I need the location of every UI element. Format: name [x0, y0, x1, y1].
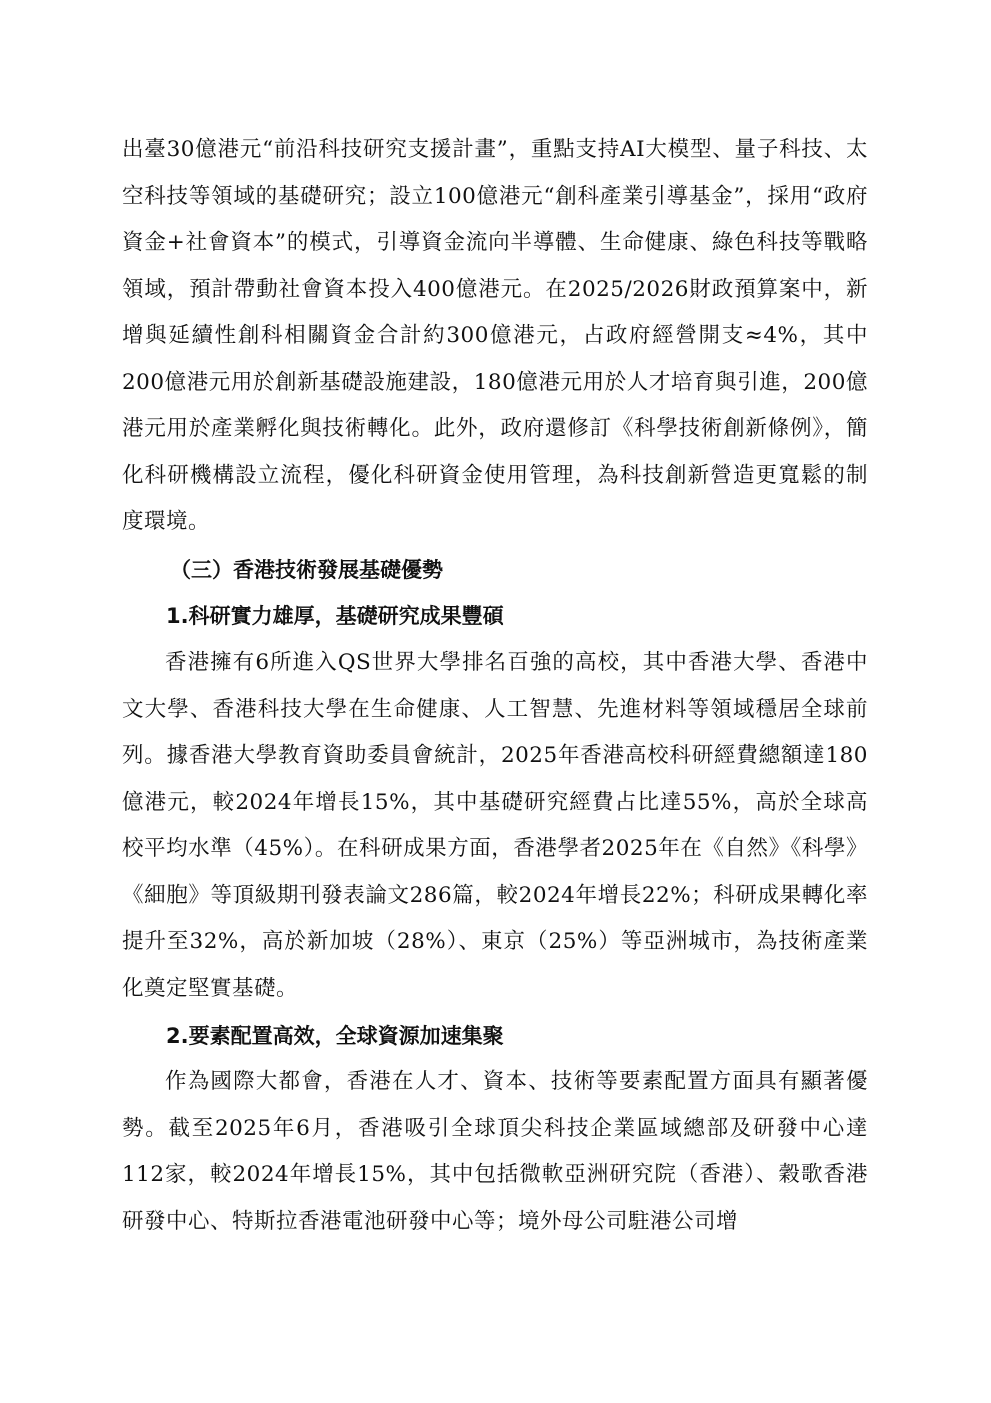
body-paragraph: 香港擁有6所進入QS世界大學排名百強的高校，其中香港大學、香港中文大學、香港科技大學在生命健康、人工智慧、先進材料等領域穩居全球前列。據香港大學教育資助委員會統計，2025年香港高校科研經費總額達180億港元，較2024年增長15%，其中基礎研究經費占比達55%，高於全球高校平均水準（45%）。在科研成果方面，香港學者2025年在《自然》《科學》《細胞》等頂級期刊發表論文286篇，較2024年增長22%；科研成果轉化率提升至32%，高於新加坡（28%）、東京（25%）等亞洲城市，為技術產業化奠定堅實基礎。 — [122, 650, 868, 1001]
body-paragraph: 作為國際大都會，香港在人才、資本、技術等要素配置方面具有顯著優勢。截至2025年6月，香港吸引全球頂尖科技企業區域總部及研發中心達112家，較2024年增長15%，其中包括微軟亞洲研究院（香港）、穀歌香港研發中心、特斯拉香港電池研發中心等；境外母公司駐港公司增 — [122, 1069, 868, 1234]
section-heading: （三）香港技術發展基礎優勢 — [170, 558, 443, 582]
body-paragraph: 出臺30億港元“前沿科技研究支援計畫”，重點支持AI大模型、量子科技、太空科技等領域的基礎研究；設立100億港元“創科產業引導基金”，採用“政府資金+社會資本”的模式，引導資金流向半導體、生命健康、綠色科技等戰略領域，預計帶動社會資本投入400億港元。在2025/2026財政預算案中，新增與延續性創科相關資金合計約300億港元，占政府經營開支≈4%，其中200億港元用於創新基礎設施建設，180億港元用於人才培育與引進，200億港元用於產業孵化與技術轉化。此外，政府還修訂《科學技術創新條例》，簡化科研機構設立流程，優化科研資金使用管理，為科技創新營造更寬鬆的制度環境。 — [122, 137, 868, 534]
subheading: 1.科研實力雄厚，基礎研究成果豐碩 — [166, 604, 504, 628]
subheading: 2.要素配置高效，全球資源加速集聚 — [166, 1024, 504, 1048]
